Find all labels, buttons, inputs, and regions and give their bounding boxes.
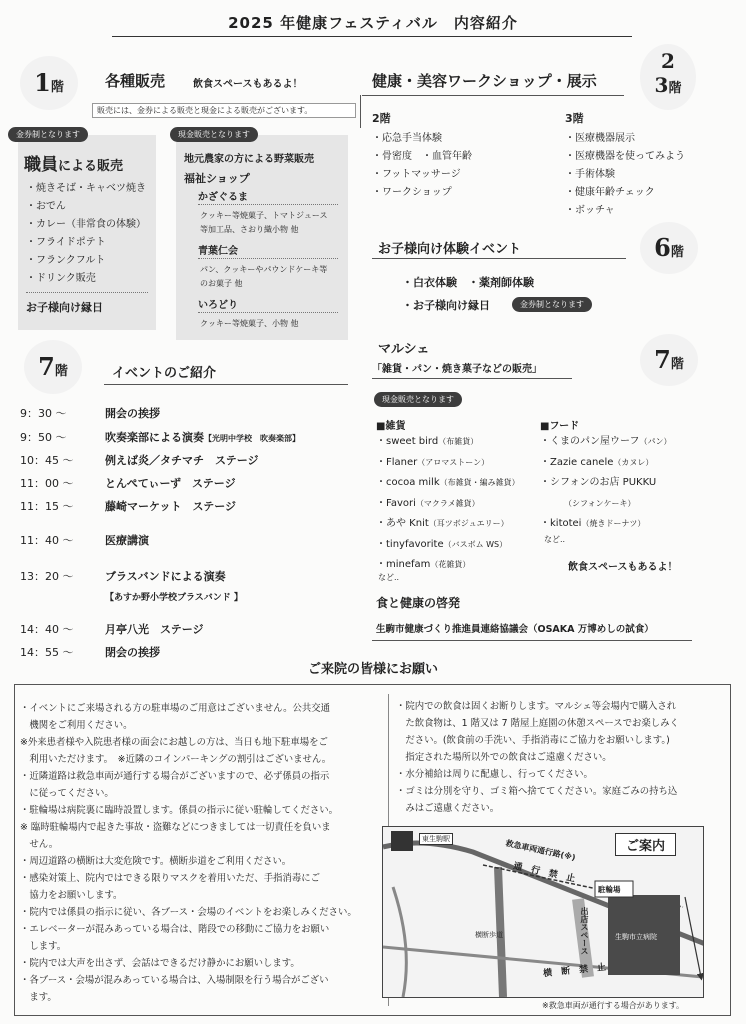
zakka-note: （布雑貨） xyxy=(438,437,479,446)
zakka-note: （アロマストーン） xyxy=(417,457,490,467)
notice-line: ・周辺道路の横断は大変危険です。横断歩道をご利用ください。 xyxy=(20,856,292,867)
staff-item: ・フライドポテト xyxy=(26,237,106,248)
schedule-time: 14：40 ～ xyxy=(20,623,74,636)
marche-subtitle: 「雑貨・パン・焼き菓子などの販売」 xyxy=(372,364,542,375)
food-list xyxy=(540,432,672,535)
marche-eat-space: 飲食スペースもあるよ！ xyxy=(568,562,678,573)
staff-item: ・焼きそば・キャベツ焼き xyxy=(26,183,146,194)
map-exit-space: 出店スペース xyxy=(580,907,589,955)
staff-item: ・フランクフルト xyxy=(26,255,106,266)
floor2-item: ・フットマッサージ xyxy=(372,169,461,180)
zakka-etc: など.. xyxy=(378,573,400,582)
food-item xyxy=(540,494,672,515)
floor7-marche-badge xyxy=(640,334,698,386)
zakka-name: ・cocoa milk xyxy=(376,477,440,488)
shop-name: かざぐるま xyxy=(198,192,248,203)
floor1-badge xyxy=(20,56,78,110)
access-map xyxy=(382,826,704,998)
floor6-underline xyxy=(372,258,626,259)
zakka-item xyxy=(376,535,520,556)
marche-badge-kai: 階 xyxy=(670,357,684,372)
events-title: イベントのご紹介 xyxy=(112,366,217,381)
zakka-note: （バスボム WS） xyxy=(443,539,508,549)
station-building xyxy=(391,831,413,851)
zakka-name: ・minefam xyxy=(376,559,431,570)
schedule-label: 例えば炎／タチマチ ステージ xyxy=(105,454,259,467)
floor7-badge-num: 7 xyxy=(38,352,55,381)
shop-desc: クッキー等焼菓子、トマトジュース xyxy=(200,211,328,220)
zakka-item xyxy=(376,494,520,515)
notice-line: に従ってください。 xyxy=(20,788,114,799)
farmers-sales: 地元農家の方による野菜販売 xyxy=(184,154,314,165)
schedule-label: 月亭八光 ステージ xyxy=(105,623,204,636)
schedule-row xyxy=(20,621,350,643)
fukushi-shop: 福祉ショップ xyxy=(184,172,250,185)
zakka-note: （マクラメ雑貨） xyxy=(415,498,480,508)
schedule-time: 11：40 ～ xyxy=(20,534,74,547)
zakka-item xyxy=(376,453,520,474)
floor6-badge-kai: 階 xyxy=(670,245,684,260)
schedule-label: とんぺてぃーず ステージ xyxy=(105,477,236,490)
schedule-row xyxy=(20,568,350,590)
keihatsu-text: 生駒市健康づくり推進員連絡協議会（OSAKA 万博めしの試食） xyxy=(376,624,654,635)
shop-divider xyxy=(198,204,338,205)
food-item xyxy=(540,514,672,535)
floor1-badge-kai: 階 xyxy=(50,80,64,95)
floor2-items xyxy=(372,130,472,202)
schedule-row xyxy=(20,405,350,427)
title-divider xyxy=(112,36,632,37)
staff-item: ・おでん xyxy=(26,201,66,212)
genkin-pill: 現金販売となります xyxy=(170,127,258,142)
food-note: （シフォンケーキ） xyxy=(564,498,636,508)
marche-badge-num: 7 xyxy=(654,345,671,374)
schedule-time: 11：15 ～ xyxy=(20,500,74,513)
zakka-list xyxy=(376,432,520,576)
map-hospital: 生駒市立病院 xyxy=(615,933,657,941)
floor23-badge-num1: 2 xyxy=(661,49,675,73)
map-no-entry: 通 行 禁 止 xyxy=(512,861,577,885)
schedule-row xyxy=(20,475,350,497)
kinken-pill: 金券制となります xyxy=(8,127,88,142)
floor2-item: ・ワークショップ xyxy=(372,187,452,198)
schedule-label: 医療講演 xyxy=(105,534,149,547)
floor2-item: ・応急手当体験 xyxy=(372,133,442,144)
events-underline xyxy=(104,384,348,385)
floor23-badge-kai: 階 xyxy=(668,81,682,96)
notice-line: ・イベントにご来場される方の駐車場のご用意はございません。公共交通 xyxy=(20,703,330,714)
marche-pill: 現金販売となります xyxy=(374,392,462,407)
staff-title xyxy=(24,150,123,175)
marche-underline xyxy=(372,378,572,379)
zakka-title: ■雑貨 xyxy=(376,421,406,432)
floor6-badge-num: 6 xyxy=(654,233,671,262)
floor6-item: ・白衣体験 ・薬剤師体験 xyxy=(402,276,534,289)
zakka-note: （花雑貨） xyxy=(430,560,471,569)
schedule-row xyxy=(20,498,350,520)
marche-title: マルシェ xyxy=(378,342,430,357)
notice-right-list xyxy=(396,698,726,817)
notice-title: ご来院の皆様にお願い xyxy=(307,662,438,677)
shop-divider xyxy=(198,312,338,313)
shop-desc: のお菓子 他 xyxy=(200,279,243,288)
schedule-label: 吹奏楽部による演奏 xyxy=(105,431,204,444)
notice-line: ※外来患者様や入院患者様の面会にお越しの方は、当日も地下駐車場をご xyxy=(20,737,328,748)
food-name: ・シフォンのお店 PUKKU xyxy=(540,477,657,488)
shop-name: 青葉仁会 xyxy=(198,246,238,257)
schedule-label: ブラスバンドによる演奏 xyxy=(105,570,226,583)
notice-line: します。 xyxy=(20,941,67,952)
keihatsu-underline xyxy=(372,640,692,641)
floor1-title: 各種販売 xyxy=(105,72,166,90)
schedule-time: 10：45 ～ xyxy=(20,454,74,467)
keihatsu-title: 食と健康の啓発 xyxy=(376,596,461,610)
notice-line: 協力をお願いします。 xyxy=(20,890,123,901)
notice-line: ださい。(飲食前の手洗い、手指消毒にご協力をお願いします。) xyxy=(396,735,670,746)
floor3-item: ・手術体験 xyxy=(565,169,615,180)
floor6-title: お子様向け体験イベント xyxy=(378,242,522,257)
staff-title-suffix: による販売 xyxy=(58,159,124,174)
shop-desc: パン、クッキーやパウンドケーキ等 xyxy=(200,265,328,274)
food-note: （焼きドーナツ） xyxy=(581,519,646,528)
floor3-item: ・健康年齢チェック xyxy=(565,187,655,198)
notice-line: 利用いただけます。 ※近隣のコインパーキングの割引はございません。 xyxy=(20,754,332,765)
schedule-label: 【あすか野小学校ブラスバンド 】 xyxy=(105,593,243,603)
notice-line: みはご遠慮ください。 xyxy=(396,803,500,814)
floor3-items xyxy=(565,130,685,220)
notice-line: ・エレベーターが混みあっている場合は、階段での移動にご協力をお願い xyxy=(20,924,330,935)
map-note: ※救急車両が通行する場合があります。 xyxy=(542,1001,685,1010)
food-name: ・kitotei xyxy=(540,518,582,529)
schedule-time: 9：50 ～ xyxy=(20,431,67,444)
food-name: ・くまのパン屋ウーフ xyxy=(540,436,640,447)
schedule-time: 14：55 ～ xyxy=(20,646,74,659)
notice-line: ・院内での飲食は固くお断りします。マルシェ等会場内で購入され xyxy=(396,701,677,712)
zakka-item xyxy=(376,473,520,494)
floor23-underline xyxy=(362,95,624,96)
food-item xyxy=(540,473,672,494)
zakka-name: ・sweet bird xyxy=(376,436,439,447)
notice-line: ・ゴミは分別を守り、ゴミ箱へ捨ててください。家庭ごみの持ち込 xyxy=(396,786,678,797)
schedule-label: 閉会の挨拶 xyxy=(105,646,160,659)
schedule-label-wrap xyxy=(105,429,300,445)
floor1-title-note: 飲食スペースもあるよ！ xyxy=(193,79,303,90)
map-station: 東生駒駅 xyxy=(419,833,453,845)
floor23-badge-num2: 3 xyxy=(654,73,669,97)
notice-line: 機関をご利用ください。 xyxy=(20,720,133,731)
floor7-events-badge xyxy=(24,340,82,394)
floor3-label: 3階 xyxy=(565,112,584,125)
notice-line: 指定された場所以外での飲食はご遠慮ください。 xyxy=(396,752,612,763)
floor6-pill: 金券制となります xyxy=(512,297,592,312)
zakka-name: ・Favori xyxy=(376,497,416,509)
food-etc: など.. xyxy=(544,535,566,544)
notice-line: せん。 xyxy=(20,839,59,850)
floor3-item: ・医療機器展示 xyxy=(565,133,635,144)
food-note: （カヌレ） xyxy=(613,457,654,467)
zakka-note: （耳ツボジュエリー） xyxy=(428,519,509,528)
floor3-item: ・医療機器を使ってみよう xyxy=(565,151,685,162)
notice-line: ・各ブース・会場が混みあっている場合は、入場制限を行う場合がござい xyxy=(20,975,329,986)
staff-item: ・カレー（非常食の体験） xyxy=(26,219,146,230)
schedule-row xyxy=(20,590,350,612)
floor6-badge xyxy=(640,222,698,274)
zakka-note: （布雑貨・編み雑貨） xyxy=(439,478,520,487)
floor6-item: ・お子様向け縁日 xyxy=(402,299,490,312)
schedule-sub: 【光明中学校 吹奏楽部】 xyxy=(204,434,300,443)
notice-line: ※ 臨時駐輪場内で起きた事故・盗難などにつきましては一切責任を負いま xyxy=(20,822,331,833)
notice-line: ・水分補給は周りに配慮し、行ってください。 xyxy=(396,769,593,780)
schedule-label: 藤崎マーケット ステージ xyxy=(105,500,237,513)
schedule-label: 開会の挨拶 xyxy=(105,407,160,420)
notice-line: ・感染対策上、院内ではできる限りマスクを着用いただ、手指消毒にご xyxy=(20,873,321,884)
staff-title-main: 職員 xyxy=(24,155,58,175)
notice-line: ます。 xyxy=(20,992,57,1003)
food-name: ・Zazie canele xyxy=(540,456,614,468)
floor23-badge xyxy=(640,44,696,110)
floor2-item: ・骨密度 ・血管年齢 xyxy=(372,151,472,162)
floor1-sub-note: 販売には、金券による販売と現金による販売がございます。 xyxy=(92,103,356,118)
food-item xyxy=(540,432,672,453)
zakka-item xyxy=(376,432,520,453)
staff-items xyxy=(26,180,146,288)
floor23-vline xyxy=(360,95,361,128)
shop-desc: 等加工品、さおり織小物 他 xyxy=(200,225,299,234)
notice-line: ・院内では係員の指示に従い、各ブース・会場のイベントをお楽しみください。 xyxy=(20,907,357,918)
shop-name: いろどり xyxy=(198,300,238,311)
notice-line: ・駐輪場は病院裏に臨時設置します。係員の指示に従い駐輪してください。 xyxy=(20,805,339,816)
page-title: 2025 年健康フェスティバル 内容紹介 xyxy=(228,14,518,32)
notice-left-list xyxy=(20,700,386,1006)
notice-line: た飲食物は、1 階又は 7 階屋上庭園の休憩スペースでお楽しみく xyxy=(396,718,679,729)
zakka-name: ・あや Knit xyxy=(376,518,429,529)
map-crosswalk: 横断歩道 xyxy=(475,931,503,939)
map-emergency-road: 救急車両通行路(※) xyxy=(504,838,577,863)
floor23-title: 健康・美容ワークショップ・展示 xyxy=(372,72,597,90)
schedule-time: 11：00 ～ xyxy=(20,477,74,490)
schedule-row xyxy=(20,429,350,451)
floor2-label: 2階 xyxy=(372,112,391,125)
notice-line: ・院内では大声を出さず、会話はできるだけ静かにお願いします。 xyxy=(20,958,300,969)
map-parking: 駐輪場 xyxy=(598,885,621,894)
zakka-item xyxy=(376,514,520,535)
schedule-time: 9：30 ～ xyxy=(20,407,67,420)
schedule-row xyxy=(20,452,350,474)
map-title: ご案内 xyxy=(615,833,676,856)
shop-divider xyxy=(198,258,338,259)
floor3-item: ・ボッチャ xyxy=(565,205,615,216)
shop-desc: クッキー等焼菓子、小物 他 xyxy=(200,319,299,328)
food-item xyxy=(540,453,672,474)
zakka-name: ・Flaner xyxy=(376,456,418,468)
staff-item: ・ドリンク販売 xyxy=(26,273,96,284)
staff-divider xyxy=(26,292,148,293)
notice-line: ・近隣道路は救急車両が通行する場合がございますので、必ず係員の指示 xyxy=(20,771,330,782)
zakka-name: ・tinyfavorite xyxy=(376,538,444,550)
schedule-row xyxy=(20,532,350,554)
floor7-badge-kai: 階 xyxy=(54,364,68,379)
food-note: （パン） xyxy=(639,437,672,446)
floor1-badge-num: 1 xyxy=(34,68,51,97)
food-title: ■フード xyxy=(540,421,580,432)
floor1-kids: お子様向け縁日 xyxy=(26,301,103,314)
schedule-time: 13：20 ～ xyxy=(20,570,74,583)
map-no-cross: 横 断 禁 止 xyxy=(542,962,607,980)
